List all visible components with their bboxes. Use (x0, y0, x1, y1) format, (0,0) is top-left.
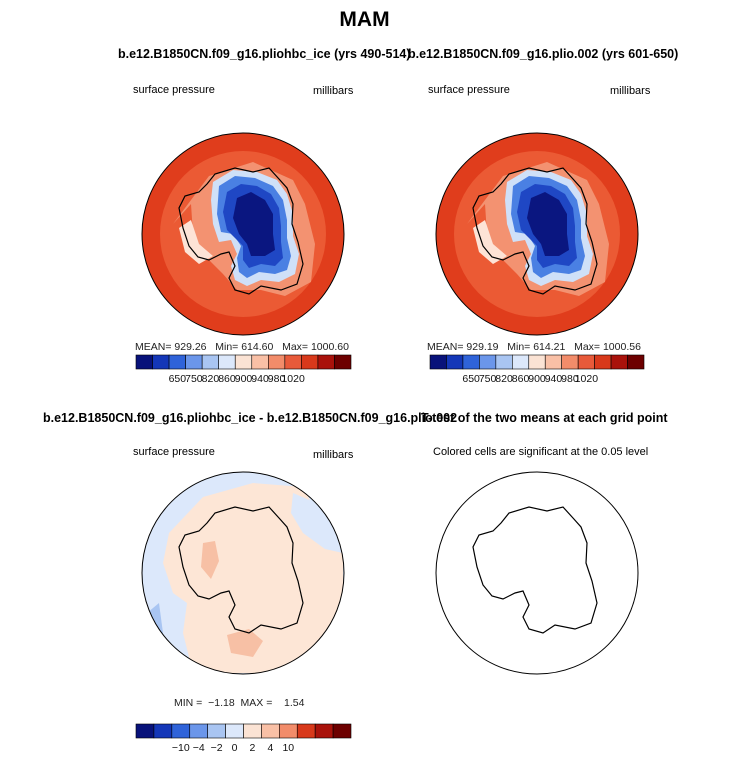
panel-c-colorbar-box (315, 724, 333, 738)
panel-c-colorbar-box (136, 724, 154, 738)
panel-d-title: T-test of the two means at each grid point (421, 411, 668, 425)
panel-b-stats: MEAN= 929.19 Min= 614.21 Max= 1000.56 (427, 341, 641, 353)
panel-c-colorbar (136, 724, 351, 754)
panel-a-colorbar-box (318, 355, 335, 369)
panel-a-colorbar-box (153, 355, 170, 369)
panel-a-colorbar-tick: 860 (218, 373, 236, 385)
panel-b-colorbar-box (628, 355, 644, 369)
panel-c-units: millibars (313, 449, 354, 461)
panel-a-stats: MEAN= 929.26 Min= 614.60 Max= 1000.60 (135, 341, 349, 353)
panel-b-colorbar-box (463, 355, 479, 369)
panel-b-map (436, 133, 638, 335)
panel-d-note: Colored cells are significant at the 0.05 level (433, 446, 649, 458)
panel-c-colorbar-box (297, 724, 315, 738)
panel-b-colorbar-box (496, 355, 512, 369)
panel-c-colorbar-box (333, 724, 351, 738)
panel-a-colorbar-tick: 820 (201, 373, 220, 385)
panel-b-variable: surface pressure (428, 84, 510, 96)
panel-b-colorbar-tick: 750 (478, 373, 497, 385)
panel-b-colorbar-tick: 1020 (574, 373, 599, 385)
panel-a-colorbar-box (334, 355, 351, 369)
panel-a-colorbar-tick: 900 (234, 373, 253, 385)
panel-a-colorbar-tick: 750 (185, 373, 203, 385)
panel-a-colorbar-box (252, 355, 269, 369)
panel-a-colorbar-box (301, 355, 318, 369)
panel-a-colorbar-box (235, 355, 252, 369)
panel-a-colorbar-tick: 1020 (281, 373, 305, 385)
panel-b-colorbar-box (611, 355, 627, 369)
panel-a-title: b.e12.B1850CN.f09_g16.pliohbc_ice (yrs 490-514) (118, 47, 411, 61)
panel-a-colorbar-box (186, 355, 203, 369)
panel-c-colorbar-tick: −10 (171, 742, 190, 754)
panel-b-colorbar-box (446, 355, 462, 369)
panel-a-colorbar (136, 355, 351, 385)
panel-b-title: b.e12.B1850CN.f09_g16.plio.002 (yrs 601-650) (408, 47, 679, 61)
panel-b-colorbar-box (430, 355, 446, 369)
panel-c-colorbar-box (279, 724, 297, 738)
panel-a-colorbar-box (268, 355, 285, 369)
panel-c-colorbar-box (244, 724, 262, 738)
page-title: MAM (339, 8, 390, 31)
panel-b-colorbar-box (578, 355, 594, 369)
panel-c-colorbar-box (190, 724, 208, 738)
panel-c-colorbar-tick: 0 (231, 742, 238, 754)
panel-b-colorbar-box (545, 355, 561, 369)
panel-b-colorbar-tick: 820 (495, 373, 513, 385)
panel-b-colorbar-tick: 940 (544, 373, 563, 385)
panel-c-title: b.e12.B1850CN.f09_g16.pliohbc_ice - b.e12.B1850CN.f09_g16.plio.002 (43, 411, 458, 425)
panel-c-colorbar-box (172, 724, 190, 738)
panel-c-colorbar-tick: −4 (192, 742, 205, 754)
panel-a-variable: surface pressure (133, 84, 215, 96)
panel-c-colorbar-box (261, 724, 279, 738)
panel-a-colorbar-tick: 940 (251, 373, 269, 385)
panel-d-map (473, 507, 597, 633)
panel-c-colorbar-box (154, 724, 172, 738)
panel-b-colorbar-box (595, 355, 611, 369)
panel-a-colorbar-box (202, 355, 219, 369)
panel-b-colorbar-box (562, 355, 578, 369)
panel-a-colorbar-tick: 980 (267, 373, 286, 385)
panel-c-stats: MIN = −1.18 MAX = 1.54 (174, 697, 305, 709)
panel-a-colorbar-box (219, 355, 236, 369)
panel-d-map-border (436, 472, 638, 674)
panel-c-variable: surface pressure (133, 446, 215, 458)
panel-b-colorbar-tick: 650 (462, 373, 480, 385)
panel-b-colorbar-box (529, 355, 545, 369)
panel-b-colorbar-tick: 860 (511, 373, 530, 385)
panel-a-colorbar-box (136, 355, 153, 369)
panel-b-colorbar-tick: 900 (528, 373, 546, 385)
panel-b-colorbar-box (512, 355, 528, 369)
panel-c-colorbar-box (208, 724, 226, 738)
panel-c-colorbar-box (226, 724, 244, 738)
panel-a-colorbar-box (285, 355, 302, 369)
panel-c-colorbar-tick: 2 (249, 742, 256, 754)
panel-a-units: millibars (313, 85, 354, 97)
panel-b-colorbar-tick: 980 (561, 373, 579, 385)
panel-a-colorbar-box (169, 355, 186, 369)
panel-b-colorbar-box (479, 355, 495, 369)
panel-c-colorbar-tick: 10 (282, 742, 295, 754)
panel-a-map (142, 133, 344, 335)
panel-c-map (142, 472, 344, 674)
panel-b-colorbar (430, 355, 644, 385)
panel-a-colorbar-tick: 650 (168, 373, 187, 385)
panel-c-colorbar-tick: −2 (210, 742, 223, 754)
panel-c-colorbar-tick: 4 (267, 742, 274, 754)
panel-b-units: millibars (610, 85, 651, 97)
